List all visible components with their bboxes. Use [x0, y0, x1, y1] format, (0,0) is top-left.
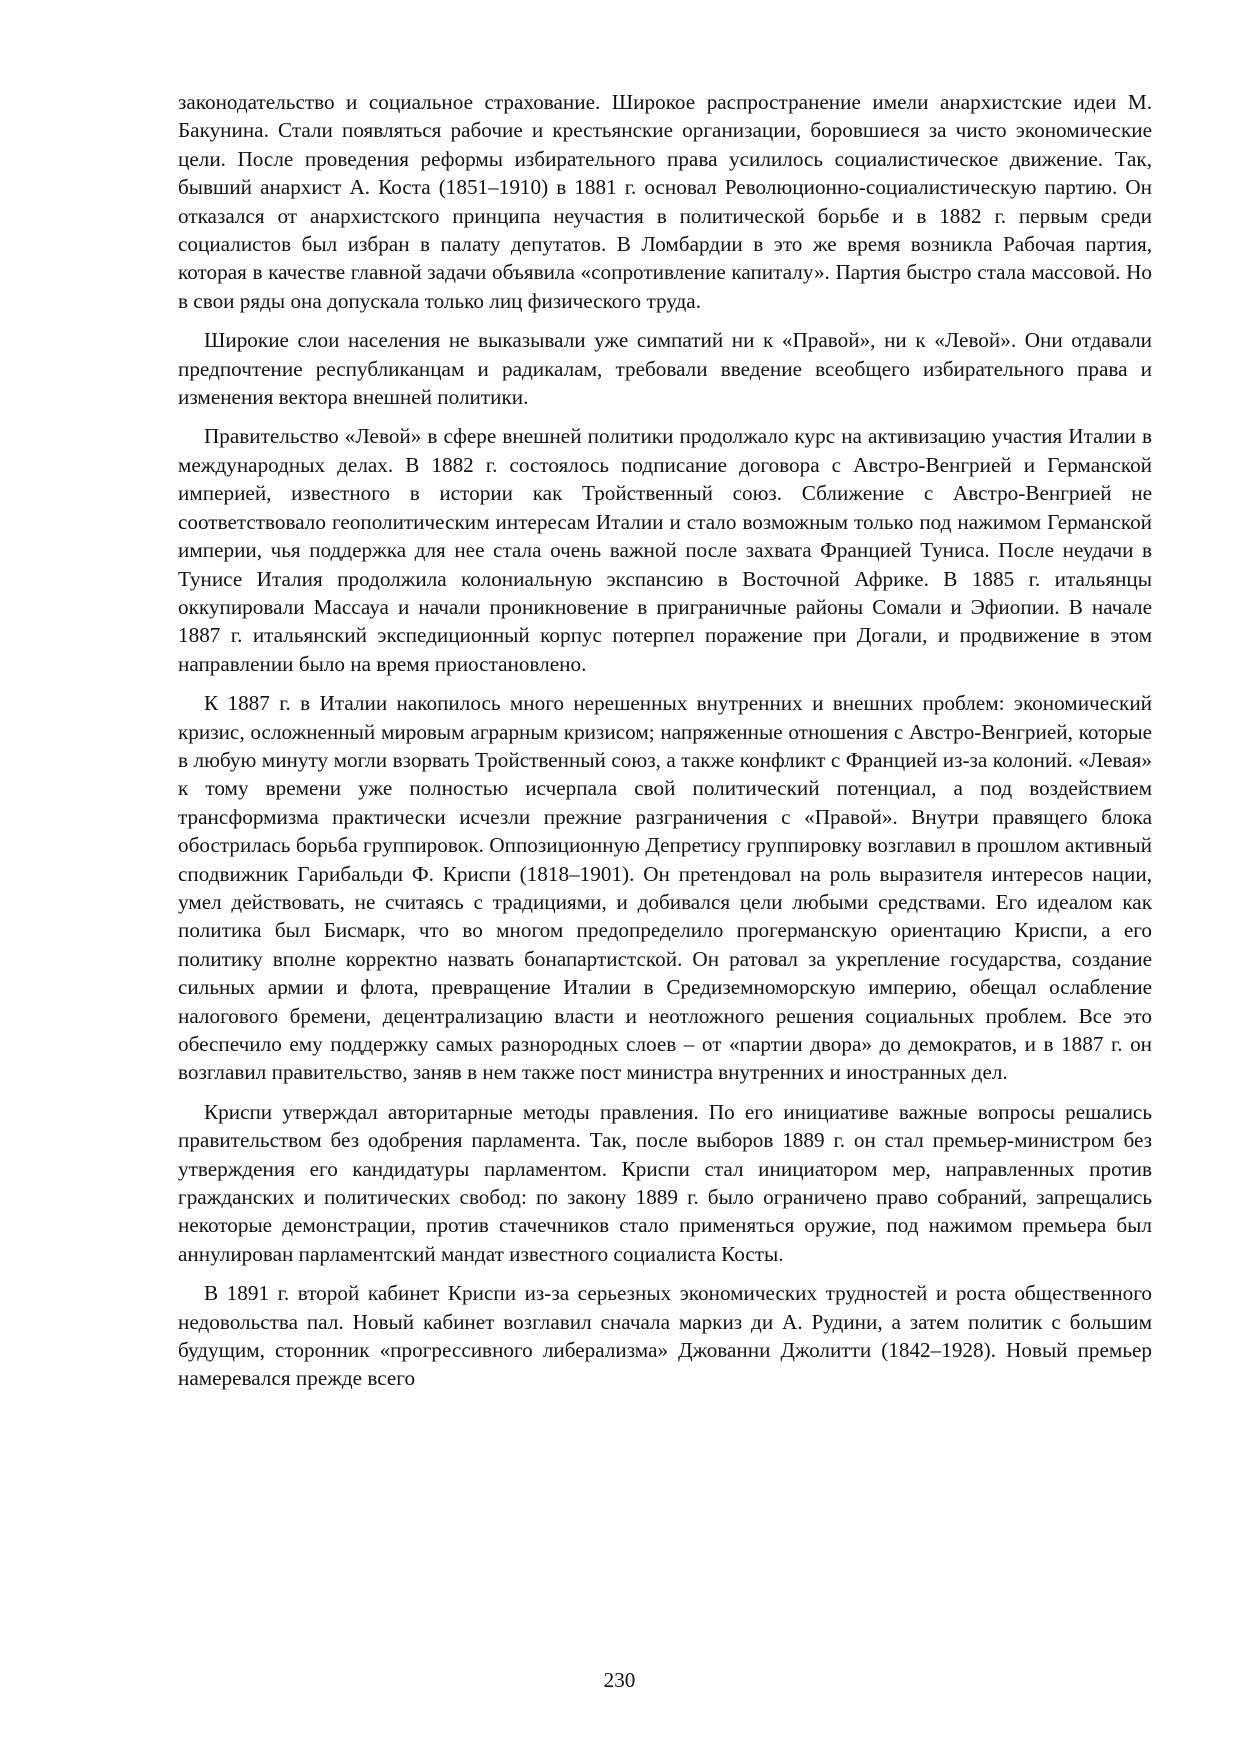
- paragraph-5: Криспи утверждал авторитарные методы правления. По его инициативе важные вопросы решались правительством без одобрения парламента. Так, после выборов 1889 г. он стал премьер-министром без утверждения его кандидатуры парламентом. Криспи стал инициатором мер, направленных против гражданских и политических свобод: по закону 1889 г. было ограничено право собраний, запрещались некоторые демонстрации, против стачечников стало применяться оружие, под нажимом премьера был аннулирован парламентский мандат известного социалиста Косты.: [178, 1099, 1152, 1266]
- paragraph-1: законодательство и социальное страхование. Широкое распространение имели анархистские идеи М. Бакунина. Стали появляться рабочие и крестьянские организации, боровшиеся за чисто экономические цели. После проведения реформы избирательного права усилилось социалистическое движение. Так, бывший анархист А. Коста (1851–1910) в 1881 г. основал Революционно-социалистическую партию. Он отказался от анархистского принципа неучастия в политической борьбе и в 1882 г. первым среди социалистов был избран в палату депутатов. В Ломбардии в это же время возникла Рабочая партия, которая в качестве главной задачи объявила «сопротивление капиталу». Партия быстро стала массовой. Но в свои ряды она допускала только лиц физического труда.: [178, 90, 1152, 313]
- paragraph-2: Широкие слои населения не выказывали уже симпатий ни к «Правой», ни к «Левой». Они отдавали предпочтение республиканцам и радикалам, требовали введение всеобщего избирательного права и изменения вектора внешней политики.: [178, 328, 1152, 410]
- paragraph-3: Правительство «Левой» в сфере внешней политики продолжало курс на активизацию участия Италии в международных делах. В 1882 г. состоялось подписание договора с Австро-Венгрией и Германской империей, известного в истории как Тройственный союз. Сближение с Австро-Венгрией не соответствовало геополитическим интересам Италии и стало возможным только под нажимом Германской империи, чья поддержка для нее стала очень важной после захвата Францией Туниса. После неудачи в Тунисе Италия продолжила колониальную экспансию в Восточной Африке. В 1885 г. итальянцы оккупировали Массауа и начали проникновение в приграничные районы Сомали и Эфиопии. В начале 1887 г. итальянский экспедиционный корпус потерпел поражение при Догали, и продвижение в этом направлении было на время приостановлено.: [178, 424, 1152, 676]
- paragraph-6: В 1891 г. второй кабинет Криспи из-за серьезных экономических трудностей и роста общественного недовольства пал. Новый кабинет возглавил сначала маркиз ди А. Рудини, а затем политик с большим будущим, сторонник «прогрессивного либерализма» Джованни Джолитти (1842–1928). Новый премьер намеревался прежде всего: [178, 1281, 1152, 1391]
- page-number: 230: [603, 1668, 636, 1692]
- page-body: [178, 88, 1152, 1404]
- paragraph-4: К 1887 г. в Италии накопилось много нерешенных внутренних и внешних проблем: экономический кризис, осложненный мировым аграрным кризисом; напряженные отношения с Австро-Венгрией, которые в любую минуту могли взорвать Тройственный союз, а также конфликт с Францией из-за колоний. «Левая» к тому времени уже полностью исчерпала свой политический потенциал, а под воздействием трансформизма практически исчезли прежние разграничения с «Правой». Внутри правящего блока обострилась борьба группировок. Оппозиционную Депретису группировку возглавил в прошлом активный сподвижник Гарибальди Ф. Криспи (1818–1901). Он претендовал на роль выразителя интересов нации, умел действовать, не считаясь с традициями, и добивался цели любыми средствами. Его идеалом как политика был Бисмарк, что во многом предопределило прогерманскую ориентацию Криспи, а его политику вполне корректно назвать бонапартистской. Он ратовал за укрепление государства, создание сильных армии и флота, превращение Италии в Средиземноморскую империю, обещал ослабление налогового бремени, децентрализацию власти и неотложного решения социальных проблем. Все это обеспечило ему поддержку самых разнородных слоев – от «партии двора» до демократов, и в 1887 г. он возглавил правительство, заняв в нем также пост министра внутренних и иностранных дел.: [178, 691, 1152, 1085]
